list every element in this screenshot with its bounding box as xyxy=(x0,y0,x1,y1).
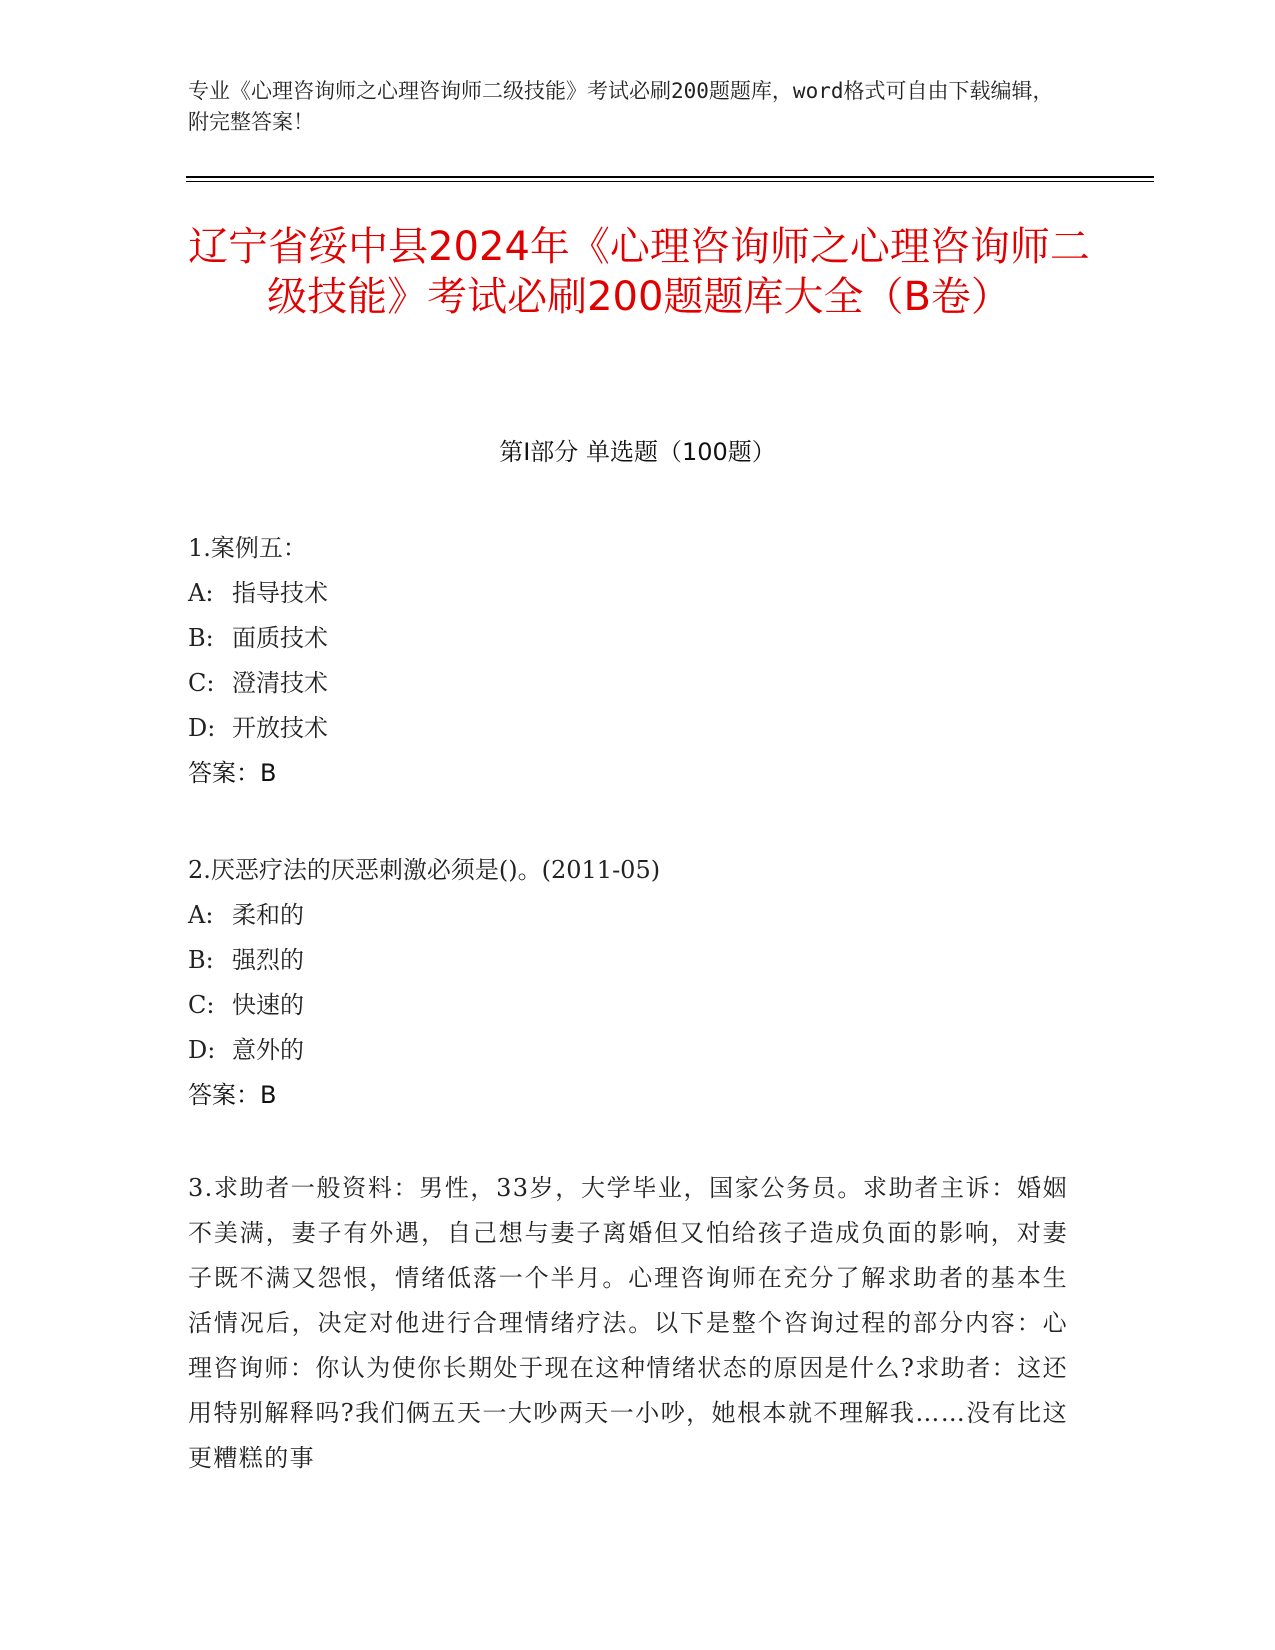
option-label: B: xyxy=(188,946,214,974)
option-a xyxy=(188,893,1068,938)
option-text: 快速的 xyxy=(232,991,304,1019)
question-3 xyxy=(188,1166,1068,1481)
question-stem: 3.求助者一般资料：男性，33岁，大学毕业，国家公务员。求助者主诉：婚姻不美满，妻子有外遇，自己想与妻子离婚但又怕给孩子造成负面的影响，对妻子既不满又怨恨，情绪低落一个半月。心理咨询师在充分了解求助者的基本生活情况后，决定对他进行合理情绪疗法。以下是整个咨询过程的部分内容：心理咨询师：你认为使你长期处于现在这种情绪状态的原因是什么?求助者：这还用特别解释吗?我们俩五天一大吵两天一小吵，她根本就不理解我……没有比这更糟糕的事 xyxy=(188,1174,1068,1472)
option-text: 开放技术 xyxy=(232,714,328,742)
document-title: 辽宁省绥中县2024年《心理咨询师之心理咨询师二级技能》考试必刷200题题库大全（B卷） xyxy=(188,224,1090,320)
question-1 xyxy=(188,526,1068,796)
option-c xyxy=(188,983,1068,1028)
option-text: 柔和的 xyxy=(232,901,304,929)
option-label: C: xyxy=(188,669,215,697)
header-divider-thin xyxy=(186,181,1154,182)
option-label: A: xyxy=(188,901,214,929)
option-label: C: xyxy=(188,991,215,1019)
option-a xyxy=(188,571,1068,616)
option-text: 指导技术 xyxy=(232,579,328,607)
question-stem: 1.案例五： xyxy=(188,534,307,562)
option-d xyxy=(188,706,1068,751)
option-d xyxy=(188,1028,1068,1073)
option-b xyxy=(188,616,1068,661)
question-2 xyxy=(188,848,1068,1118)
option-text: 面质技术 xyxy=(232,624,328,652)
header-divider xyxy=(186,176,1154,178)
option-label: D: xyxy=(188,1036,216,1064)
question-stem: 2.厌恶疗法的厌恶刺激必须是()。(2011-05) xyxy=(188,856,661,884)
option-text: 强烈的 xyxy=(232,946,304,974)
header-note: 专业《心理咨询师之心理咨询师二级技能》考试必刷200题题库，word格式可自由下载编辑，附完整答案！ xyxy=(188,79,1054,134)
option-c xyxy=(188,661,1068,706)
option-label: A: xyxy=(188,579,214,607)
option-b xyxy=(188,938,1068,983)
option-text: 澄清技术 xyxy=(232,669,328,697)
option-label: B: xyxy=(188,624,214,652)
answer: 答案：B xyxy=(188,759,277,787)
section-title: 第I部分 单选题（100题） xyxy=(499,438,776,466)
answer: 答案：B xyxy=(188,1081,277,1109)
option-label: D: xyxy=(188,714,216,742)
option-text: 意外的 xyxy=(232,1036,304,1064)
